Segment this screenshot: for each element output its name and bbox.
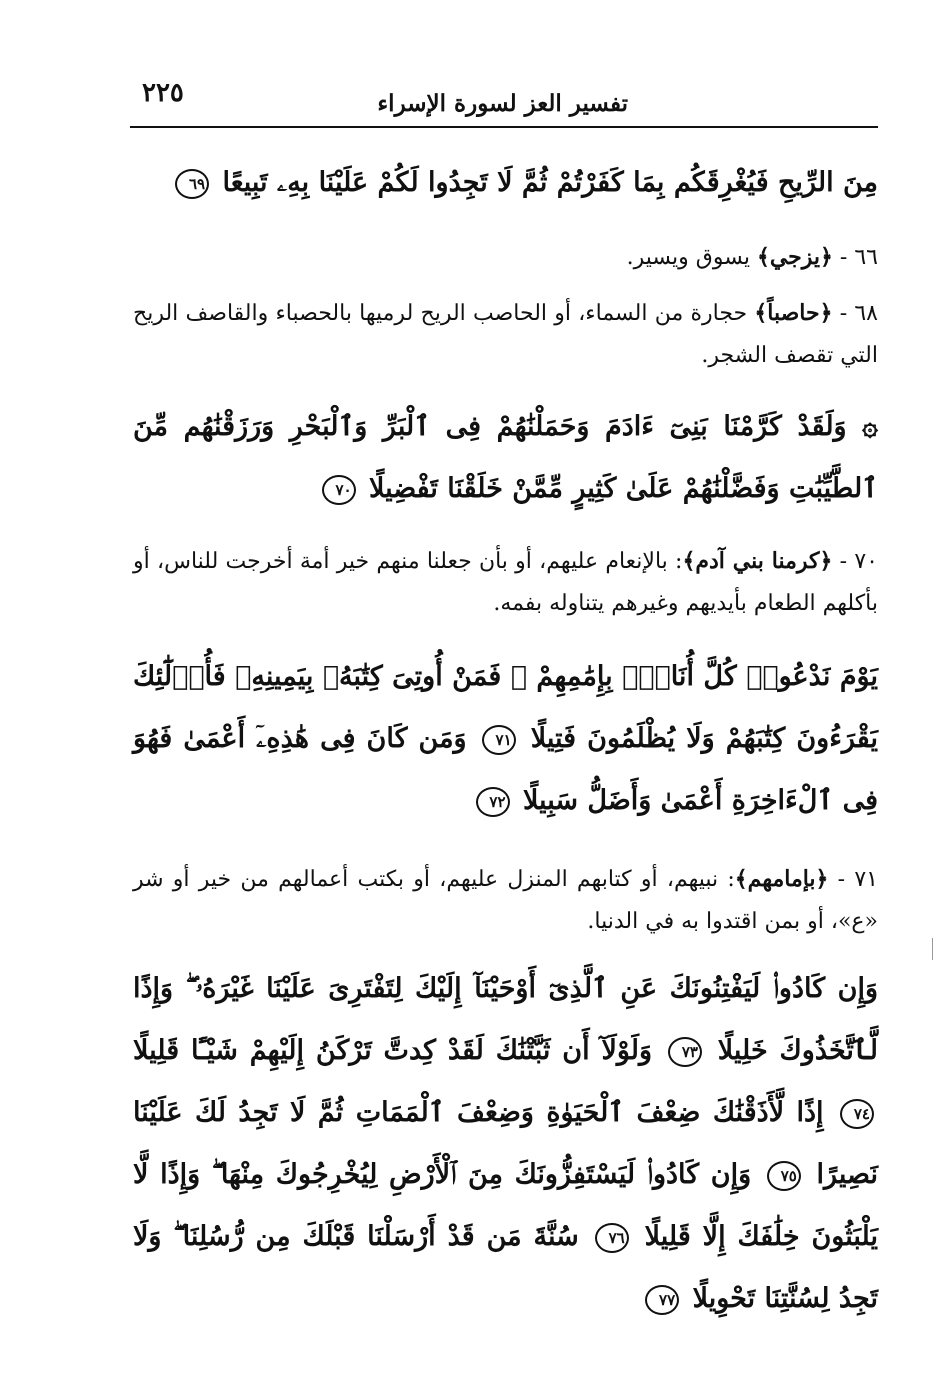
page-header (130, 78, 878, 128)
note-70 (133, 540, 878, 625)
verse-marker-69: ٦٩ (175, 169, 209, 199)
verse-73-text: وَإِن كَادُوا۟ لَيَفْتِنُونَكَ عَنِ ٱلَّذِىٓ أَوْحَيْنَآ إِلَيْكَ لِتَفْتَرِىَ عَلَيْنَا غَيْرَهُۥ ۖ وَإِذًا لَّٱتَّخَذُوكَ خَلِيلًا (133, 973, 878, 1066)
note-body: : نبيهم، أو كتابهم المنزل عليهم، أو بكتب أعمالهم من خير أو شر «ع»، أو بمن اقتدوا به في الدنيا. (133, 867, 878, 934)
note-body: حجارة من السماء، أو الحاصب الريح لرميها بالحصباء والقاصف الريح التي تقصف الشجر. (133, 301, 878, 368)
note-body: يسوق ويسير. (626, 245, 757, 270)
note-term: ﴿بإمامهم﴾ (734, 866, 829, 892)
note-term: ﴿يزجي﴾ (756, 244, 833, 270)
note-number: ٧٠ - (832, 549, 878, 574)
note-number: ٧١ - (828, 867, 878, 892)
verse-marker-71: ٧١ (482, 725, 516, 755)
verse-marker-76: ٧٦ (595, 1223, 629, 1253)
verse-marker-70: ٧٠ (322, 475, 356, 505)
verse-marker-77: ٧٧ (645, 1285, 679, 1315)
note-term: ﴿كرمنا بني آدم﴾ (682, 548, 833, 574)
verse-70-text: ۞ وَلَقَدْ كَرَّمْنَا بَنِىٓ ءَادَمَ وَحَمَلْنَٰهُمْ فِى ٱلْبَرِّ وَٱلْبَحْرِ وَرَزَقْنَٰهُم مِّنَ ٱلطَّيِّبَٰتِ وَفَضَّلْنَٰهُمْ عَلَىٰ كَثِيرٍ مِّمَّنْ خَلَقْنَا تَفْضِيلًا (133, 411, 878, 504)
verse-marker-74: ٧٤ (840, 1099, 874, 1129)
note-68 (133, 292, 878, 377)
verse-75-text: إِذًا لَّأَذَقْنَٰكَ ضِعْفَ ٱلْحَيَوٰةِ وَضِعْفَ ٱلْمَمَاتِ ثُمَّ لَا تَجِدُ لَكَ عَلَيْنَا نَصِيرًا (133, 1097, 878, 1190)
verse-70 (133, 396, 878, 520)
note-body: : بالإنعام عليهم، أو بأن جعلنا منهم خير أمة أخرجت للناس، أو بأكلهم الطعام بأيديهم وغيرهم يتناوله بفمه. (133, 549, 878, 616)
verse-69-end (133, 152, 878, 214)
note-66 (133, 236, 878, 279)
note-71 (133, 858, 878, 943)
note-term: ﴿حاصباً﴾ (754, 300, 833, 326)
margin-mark (932, 938, 933, 960)
note-number: ٦٨ - (832, 301, 878, 326)
verse-71-text: يَوْمَ نَدْعُوا۟ كُلَّ أُنَاسٍۭ بِإِمَٰمِهِمْ ۖ فَمَنْ أُوتِىَ كِتَٰبَهُۥ بِيَمِينِهِۦ فَأُو۟لَٰٓئِكَ يَقْرَءُونَ كِتَٰبَهُمْ وَلَا يُظْلَمُونَ فَتِيلًا (133, 661, 878, 754)
verse-marker-73: ٧٣ (668, 1037, 702, 1067)
verse-76-text: وَإِن كَادُوا۟ لَيَسْتَفِزُّونَكَ مِنَ ٱلْأَرْضِ لِيُخْرِجُوكَ مِنْهَا ۖ وَإِذًا لَّا يَلْبَثُونَ خِلَٰفَكَ إِلَّا قَلِيلًا (133, 1159, 878, 1252)
page-number: ٢٢٥ (142, 78, 184, 108)
verses-73-77 (133, 958, 878, 1330)
verse-72-text: وَمَن كَانَ فِى هَٰذِهِۦٓ أَعْمَىٰ فَهُوَ فِى ٱلْءَاخِرَةِ أَعْمَىٰ وَأَضَلُّ سَبِيلًا (133, 723, 878, 816)
verses-71-72 (133, 646, 878, 832)
verse-69-text: مِنَ الرِّيحِ فَيُغْرِقَكُم بِمَا كَفَرْتُمْ ثُمَّ لَا تَجِدُوا لَكُمْ عَلَيْنَا بِهِۦ تَبِيعًا (222, 167, 878, 198)
verse-77-text: سُنَّةَ مَن قَدْ أَرْسَلْنَا قَبْلَكَ مِن رُّسُلِنَا ۖ وَلَا تَجِدُ لِسُنَّتِنَا تَحْوِيلًا (133, 1221, 878, 1314)
note-number: ٦٦ - (832, 245, 878, 270)
verse-marker-72: ٧٢ (476, 787, 510, 817)
verse-74-text: وَلَوْلَآ أَن ثَبَّتْنَٰكَ لَقَدْ كِدتَّ تَرْكَنُ إِلَيْهِمْ شَيْـًٔا قَلِيلًا (133, 1035, 653, 1066)
verse-marker-75: ٧٥ (767, 1161, 801, 1191)
running-title: تفسير العز لسورة الإسراء (377, 90, 628, 117)
